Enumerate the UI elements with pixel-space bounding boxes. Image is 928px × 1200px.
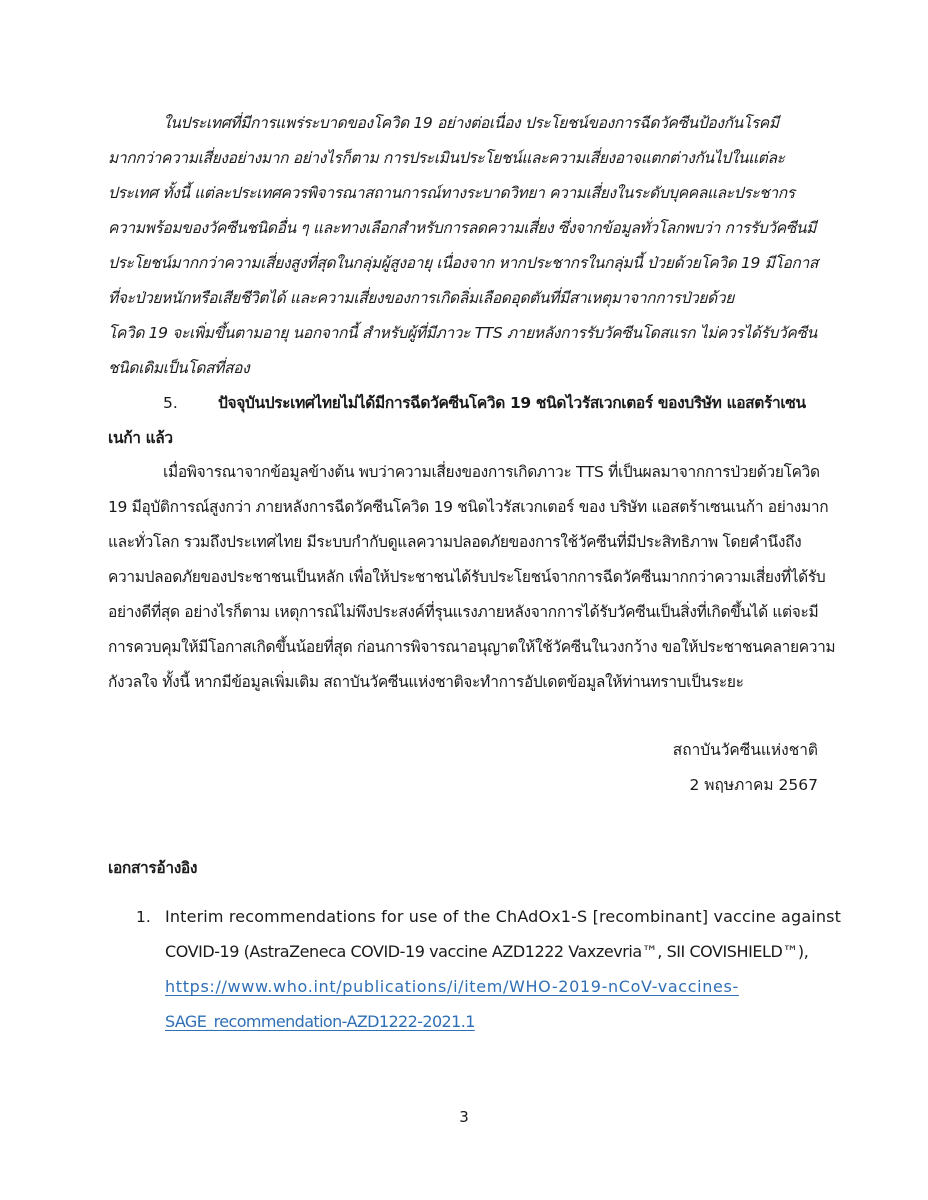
paragraph-line: กังวลใจ ทั้งนี้ หากมีข้อมูลเพิ่มเติม สถาบันวัคซีนแห่งชาติจะทำการอัปเดตข้อมูลให้ท่านทราบเป็นระยะ <box>108 673 744 691</box>
reference-text: COVID-19 (AstraZeneca COVID-19 vaccine AZD1222 Vaxzevria™, SII COVISHIELD™), <box>165 942 809 961</box>
paragraph-line: ที่จะป่วยหนักหรือเสียชีวิตได้ และความเสี่ยงของการเกิดลิ่มเลือดอุดตันที่มีสาเหตุมาจากการป่วยด้วย <box>108 289 734 307</box>
item-number: 5. <box>163 394 178 412</box>
paragraph-line: มากกว่าความเสี่ยงอย่างมาก อย่างไรก็ตาม การประเมินประโยชน์และความเสี่ยงอาจแตกต่างกันไปในแต่ละ <box>108 149 785 167</box>
reference-link[interactable]: https://www.who.int/publications/i/item/WHO-2019-nCoV-vaccines- <box>165 977 739 996</box>
reference-text: Interim recommendations for use of the ChAdOx1-S [recombinant] vaccine against <box>165 907 842 926</box>
paragraph-line: ประโยชน์มากกว่าความเสี่ยงสูงที่สุดในกลุ่มผู้สูงอายุ เนื่องจาก หากประชากรในกลุ่มนี้ ป่วยด้วยโควิด 19 มีโอกาส <box>108 254 818 272</box>
paragraph-line: ประเทศ ทั้งนี้ แต่ละประเทศควรพิจารณาสถานการณ์ทางระบาดวิทยา ความเสี่ยงในระดับบุคคลและประชากร <box>108 184 795 202</box>
paragraph-line: เมื่อพิจารณาจากข้อมูลข้างต้น พบว่าความเสี่ยงของการเกิดภาวะ TTS ที่เป็นผลมาจากการป่วยด้วยโควิด <box>163 463 820 481</box>
paragraph-line: โควิด 19 จะเพิ่มขึ้นตามอายุ นอกจากนี้ สำหรับผู้ที่มีภาวะ TTS ภายหลังการรับวัคซีนโดสแรก ไม่ควรได้รับวัคซีน <box>108 324 817 342</box>
paragraph-line: ในประเทศที่มีการแพร่ระบาดของโควิด 19 อย่างต่อเนื่อง ประโยชน์ของการฉีดวัคซีนป้องกันโรคมี <box>163 114 779 132</box>
page-number: 3 <box>459 1108 469 1126</box>
paragraph-line: ความปลอดภัยของประชาชนเป็นหลัก เพื่อให้ประชาชนได้รับประโยชน์จากการฉีดวัคซีนมากกว่าความเสี่ยงที่ได้รับ <box>108 568 826 586</box>
paragraph-line: อย่างดีที่สุด อย่างไรก็ตาม เหตุการณ์ไม่พึงประสงค์ที่รุนแรงภายหลังจากการได้รับวัคซีนเป็นสิ่งที่เกิดขึ้นได้ แต่จะมี <box>108 603 819 621</box>
signature-date: 2 พฤษภาคม 2567 <box>689 776 818 794</box>
paragraph-line: 19 มีอุบัติการณ์สูงกว่า ภายหลังการฉีดวัคซีนโควิด 19 ชนิดไวรัสเวกเตอร์ ของ บริษัท แอสตร้าเซนเนก้า อย่างมาก <box>108 498 829 516</box>
item-text: ปัจจุบันประเทศไทยไม่ได้มีการฉีดวัคซีนโควิด 19 ชนิดไวรัสเวกเตอร์ ของบริษัท แอสตร้าเซน <box>218 394 806 412</box>
reference-number: 1. <box>136 908 151 926</box>
reference-link[interactable]: SAGE_recommendation-AZD1222-2021.1 <box>165 1012 475 1031</box>
signature-organization: สถาบันวัคซีนแห่งชาติ <box>672 741 818 759</box>
paragraph-line: ชนิดเดิมเป็นโดสที่สอง <box>108 359 250 377</box>
paragraph-line: การควบคุมให้มีโอกาสเกิดขึ้นน้อยที่สุด ก่อนการพิจารณาอนุญาตให้ใช้วัคซีนในวงกว้าง ขอให้ประชาชนคลายความ <box>108 638 836 656</box>
paragraph-line: ความพร้อมของวัคซีนชนิดอื่น ๆ และทางเลือกสำหรับการลดความเสี่ยง ซึ่งจากข้อมูลทั่วโลกพบว่า การรับวัคซีนมี <box>108 219 817 237</box>
paragraph-line: และทั่วโลก รวมถึงประเทศไทย มีระบบกำกับดูแลความปลอดภัยของการใช้วัคซีนที่มีประสิทธิภาพ โดยคำนึงถึง <box>108 533 802 551</box>
item-text: เนก้า แล้ว <box>108 429 173 447</box>
references-heading: เอกสารอ้างอิง <box>108 859 198 877</box>
